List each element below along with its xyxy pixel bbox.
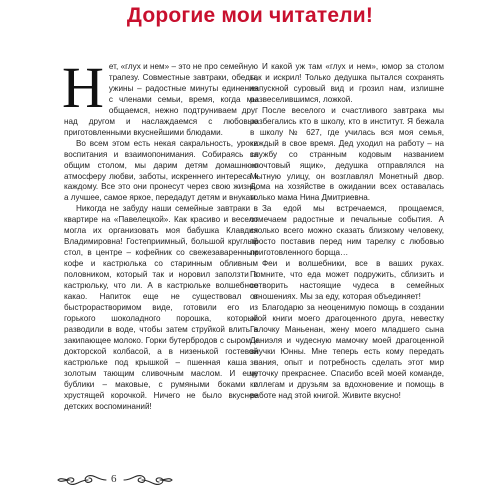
paragraph: Благодарю за неоценимую помощь в создании этой книги моего драгоценного друга, невестку Галочку Маньенан, жену моего младшего сына Даниэля и чудесную мамочку моей драгоценной внучки Юнны. Мне теперь есть кому передать знания, опыт и потребность сделать этот мир чуточку прекраснее. Спасибо всей моей команде, коллегам и друзьям за вдохновение и помощь в работе над этой книгой. Живите вкусно! [250, 302, 444, 400]
ornament-flourish-icon [122, 472, 174, 488]
paragraph [62, 55, 258, 139]
ornament-flourish-icon [56, 472, 108, 488]
paragraph: И какой уж там «глух и нем», юмор за столом так и искрил! Только дедушка пытался сохранять напускной суровый вид и грозил нам, излишне развеселившимся, ложкой. [250, 62, 444, 104]
drop-cap: Н [62, 55, 104, 120]
paragraph-text: ет, «глух и нем» – это не про семейную трапезу. Совместные завтраки, обеды, ужины – радостные минуты единения с членами семьи, время, когда мы общаемся, нежно подтруниваем друг над другом и наслаждаемся с любовью приготовленными вкуснейшими блюдами. [64, 62, 258, 137]
paragraph: Феи и волшебники, все в ваших руках. Помните, что еда может подружить, сблизить и сотворить настоящие чудеса в семейных отношениях. Мы за еду, которая объединяет! [250, 259, 444, 302]
paragraph: Во всем этом есть некая сакральность, уроки воспитания и взаимопонимания. Собираясь за общим столом, мы дарим детям домашнюю атмосферу любви, заботы, искреннего интереса к каждому. Все это они пронесут через свою жизнь, а лучшее, самое яркое, передадут детям и внукам. [64, 138, 258, 203]
page-title: Дорогие мои читатели! [126, 4, 374, 27]
paragraph: Никогда не забуду наши семейные завтраки в квартире на «Павелецкой». Как красиво и весело могла их организовать моя бабушка Клавдия Владимировна! Гостеприимный, большой круглый стол, в центре – кофейник со свежезаваренным кофе и кастрюлька со старинным обливным половником, который так и норовил заползти в кастрюльку, что ли. А в кастрюльке волшебное какао. Напиток еще не существовал в быстрорастворимом виде, готовили его из горького шоколадного порошка, который разводили в воде, чтобы затем струйкой влить в закипающее молоко. Горки бутербродов с сыром и докторской колбасой, а в низенькой гостевой кастрюльке под крышкой – пшенная каша с золотым тающим сливочным маслом. И еще бублики – маковые, с румяными боками и хрустящей корочкой. Ничего не было вкуснее детских воспоминаний! [64, 204, 258, 411]
page-number: 6 [111, 473, 117, 485]
paragraph: После веселого и счастливого завтрака мы разбегались кто в школу, кто в институт. Я бежала в школу № 627, где училась вся моя семья, каждый в свое время. Дед уходил на работу – на службу со странным кодовым названием «почтовый ящик», дедушка отправлялся на Мытную улицу, он возглавлял Монетный двор. Дома на хозяйстве в ожидании всех оставалась только мама Нина Дмитриевна. [250, 105, 444, 203]
left-column [62, 55, 258, 413]
paragraph: За едой мы встречаемся, прощаемся, отмечаем радостные и печальные события. А сколько всего можно сказать близкому человеку, просто поставив перед ним тарелку с любовью приготовленного борща… [250, 204, 444, 258]
right-column [250, 62, 444, 402]
